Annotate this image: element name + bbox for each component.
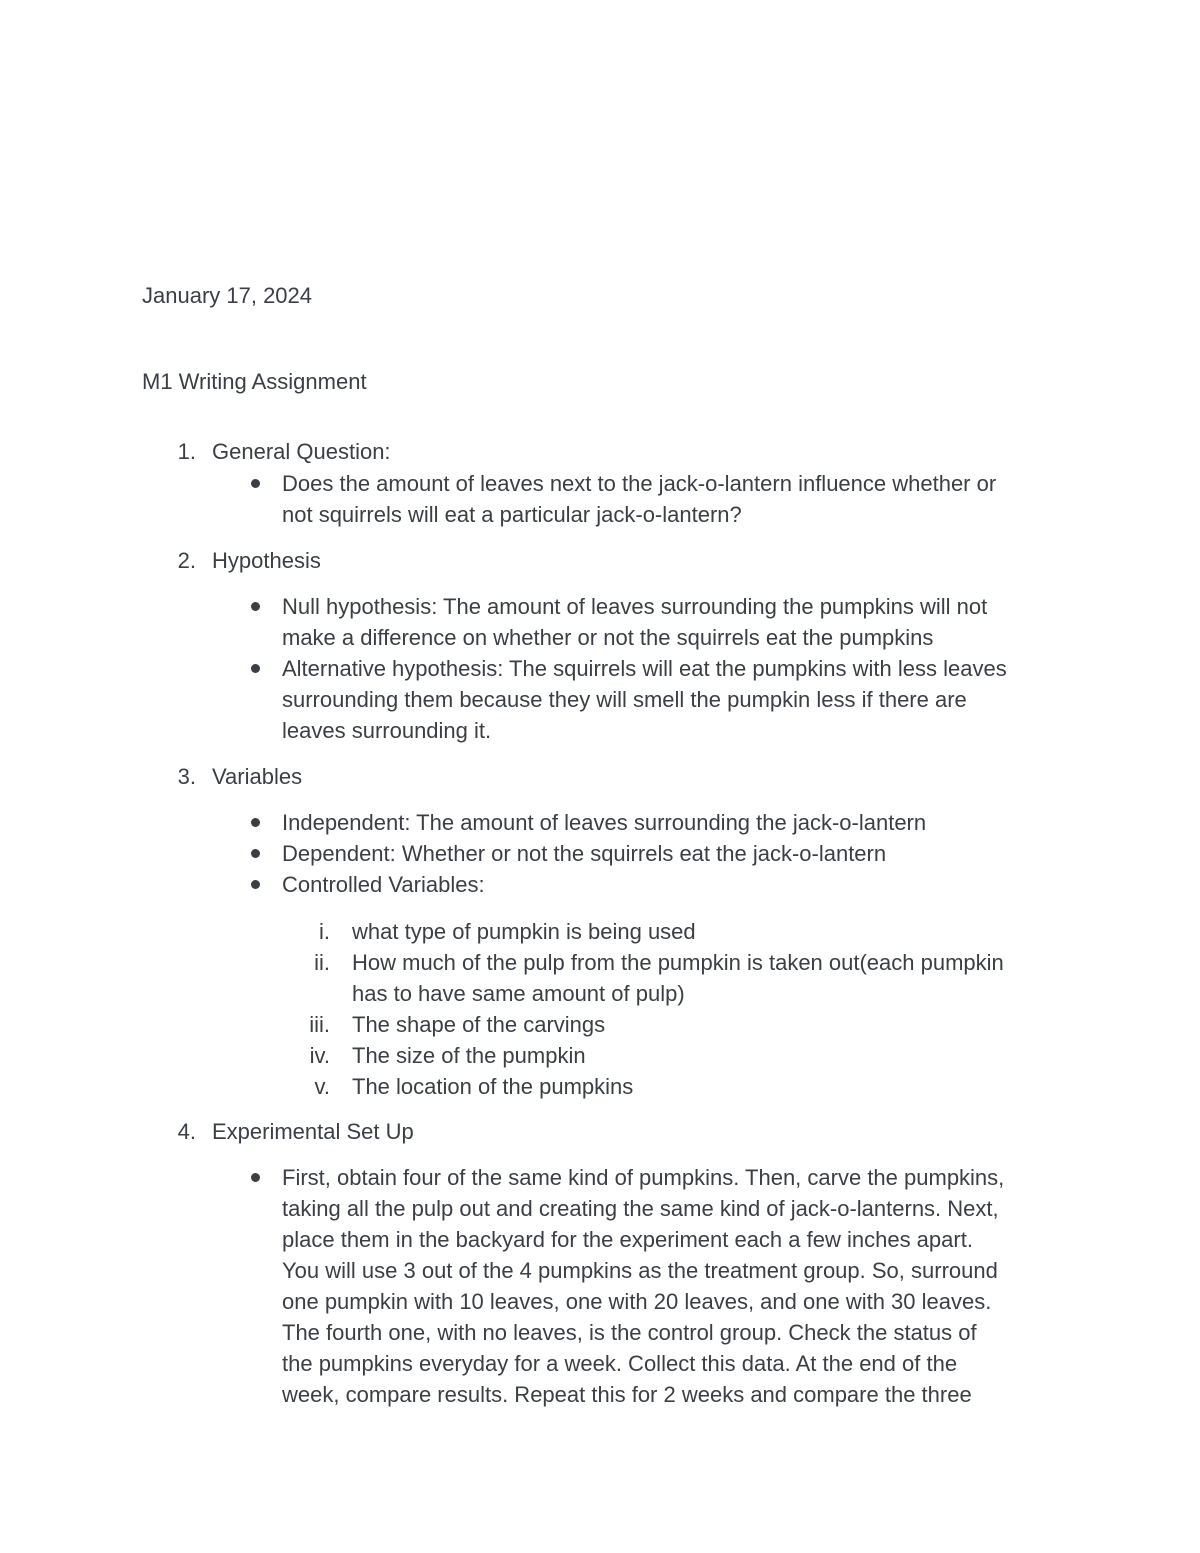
bullet-text-line: surrounding them because they will smell the pumpkin less if there are [282, 687, 967, 712]
roman-numeral: ii. [314, 950, 330, 975]
section-heading: Experimental Set Up [212, 1119, 414, 1144]
bullet-text-line: leaves surrounding it. [282, 718, 492, 743]
subitem-text-line: The shape of the carvings [352, 1012, 606, 1037]
roman-numeral: iii. [309, 1012, 330, 1037]
subitem-text-line: The location of the pumpkins [352, 1074, 634, 1099]
section-number: 1. [177, 439, 196, 464]
section-number: 3. [177, 764, 196, 789]
bullet-text-line: the pumpkins everyday for a week. Collect this data. At the end of the [282, 1351, 958, 1376]
bullet-text-line: Independent: The amount of leaves surrounding the jack-o-lantern [282, 810, 927, 835]
bullet-text-line: make a difference on whether or not the squirrels eat the pumpkins [282, 625, 934, 650]
subitem-text-line: The size of the pumpkin [352, 1043, 586, 1068]
bullet-text-line: The fourth one, with no leaves, is the control group. Check the status of [282, 1320, 977, 1345]
bullet-text-line: taking all the pulp out and creating the same kind of jack-o-lanterns. Next, [282, 1196, 999, 1221]
bullet-text-line: Alternative hypothesis: The squirrels will eat the pumpkins with less leaves [282, 656, 1007, 681]
document-date: January 17, 2024 [142, 283, 313, 308]
section-number: 4. [177, 1119, 196, 1144]
bullet-icon [251, 849, 260, 858]
bullet-icon [251, 602, 260, 611]
section-heading: Variables [212, 764, 303, 789]
bullet-text-line: Controlled Variables: [282, 872, 485, 897]
roman-numeral: iv. [309, 1043, 330, 1068]
bullet-text-line: place them in the backyard for the experiment each a few inches apart. [282, 1227, 973, 1252]
section-number: 2. [177, 548, 196, 573]
bullet-icon [251, 1173, 260, 1182]
section-heading: Hypothesis [212, 548, 321, 573]
bullet-text-line: First, obtain four of the same kind of pumpkins. Then, carve the pumpkins, [282, 1165, 1005, 1190]
subitem-text-line: what type of pumpkin is being used [352, 919, 696, 944]
bullet-text-line: You will use 3 out of the 4 pumpkins as the treatment group. So, surround [282, 1258, 998, 1283]
subitem-text-line: How much of the pulp from the pumpkin is taken out(each pumpkin [352, 950, 1004, 975]
roman-numeral: i. [319, 919, 330, 944]
bullet-icon [251, 818, 260, 827]
bullet-text-line: Does the amount of leaves next to the jack-o-lantern influence whether or [282, 471, 997, 496]
section-heading: General Question: [212, 439, 391, 464]
bullet-text-line: week, compare results. Repeat this for 2 weeks and compare the three [282, 1382, 972, 1407]
bullet-text-line: Null hypothesis: The amount of leaves surrounding the pumpkins will not [282, 594, 988, 619]
bullet-icon [251, 479, 260, 488]
document-title: M1 Writing Assignment [142, 369, 367, 394]
bullet-text-line: Dependent: Whether or not the squirrels eat the jack-o-lantern [282, 841, 887, 866]
bullet-text-line: not squirrels will eat a particular jack-o-lantern? [282, 502, 742, 527]
roman-numeral: v. [314, 1074, 330, 1099]
subitem-text-line: has to have same amount of pulp) [352, 981, 685, 1006]
bullet-icon [251, 664, 260, 673]
bullet-text-line: one pumpkin with 10 leaves, one with 20 leaves, and one with 30 leaves. [282, 1289, 992, 1314]
bullet-icon [251, 880, 260, 889]
